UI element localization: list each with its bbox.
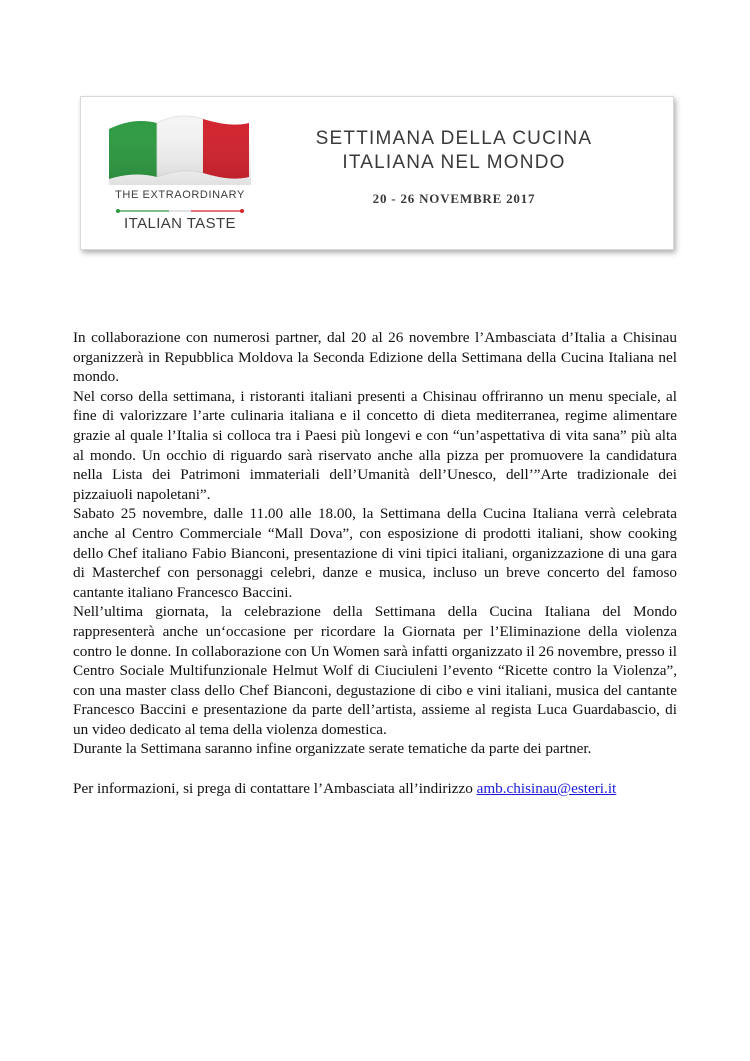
document-body [73,328,677,799]
logo-tagline-bottom: ITALIAN TASTE [124,215,236,232]
paragraph: In collaborazione con numerosi partner, dal 20 al 26 novembre l’Ambasciata d’Italia a Chisinau organizzerà in Repubblica Moldova la Seconda Edizione della Settimana della Cucina Italiana nel mondo. [73,329,677,386]
italian-flag-icon [109,113,251,185]
paragraph: Sabato 25 novembre, dalle 11.00 alle 18.00, la Settimana della Cucina Italiana verrà celebrata anche al Centro Commerciale “Mall Dova”, con esposizione di prodotti italiani, show cooking dello Chef italiano Fabio Bianconi, presentazione di vini tipici italiani, organizzazione di una gara di Masterchef con personaggi celebri, danze e musica, incluso un breve concerto del famoso cantante italiano Francesco Baccini. [73,505,677,601]
event-dates: 20 - 26 NOVEMBRE 2017 [372,191,536,206]
contact-email-link[interactable]: amb.chisinau@esteri.it [476,780,617,798]
banner-title-line-1: SETTIMANA DELLA CUCINA [315,128,593,149]
tricolor-divider [115,207,245,215]
paragraph: Nell’ultima giornata, la celebrazione della Settimana della Cucina Italiana del Mondo rappresenterà anche un‘occasione per ricordare la Giornata per l’Eliminazione della violenza contro le donne. In collaborazione con Un Women sarà infatti organizzato il 26 novembre, presso il Centro Sociale Multifunzionale Helmut Wolf di Ciuciuleni l’evento “Ricette contro la Violenza”, con una master class dello Chef Bianconi, degustazione di cibo e vini italiani, musica del cantante Francesco Baccini e presentazione da parte dell’artista, assieme al regista Luca Guardabascio, di un video dedicato al tema della violenza domestica. [73,603,677,738]
paragraph: Durante la Settimana saranno infine organizzate serate tematiche da parte dei partner. [73,740,592,758]
banner-title-line-2: ITALIANA NEL MONDO [342,152,566,173]
logo-tagline-top: THE EXTRAORDINARY [115,189,245,201]
contact-paragraph [73,779,677,799]
paragraph: Nel corso della settimana, i ristoranti italiani presenti a Chisinau offriranno un menu speciale, al fine di valorizzare l’arte culinaria italiana e il concetto di dieta mediterranea, regime alimentare grazie al quale l’Italia si colloca tra i Paesi più longevi e con “un’aspettativa di vita sana” più alta al mondo. Un occhio di riguardo sarà riservato anche alla pizza per promuovere la candidatura nella Lista dei Patrimoni immateriali dell’Umanità dell’Unesco, dell’”Arte tradizionale dei pizzaiuoli napoletani”. [73,387,677,503]
banner-title-block [269,127,639,207]
contact-text: Per informazioni, si prega di contattare l’Ambasciata all’indirizzo [73,780,473,798]
event-banner [80,96,674,250]
extraordinary-italian-taste-logo [105,113,255,237]
